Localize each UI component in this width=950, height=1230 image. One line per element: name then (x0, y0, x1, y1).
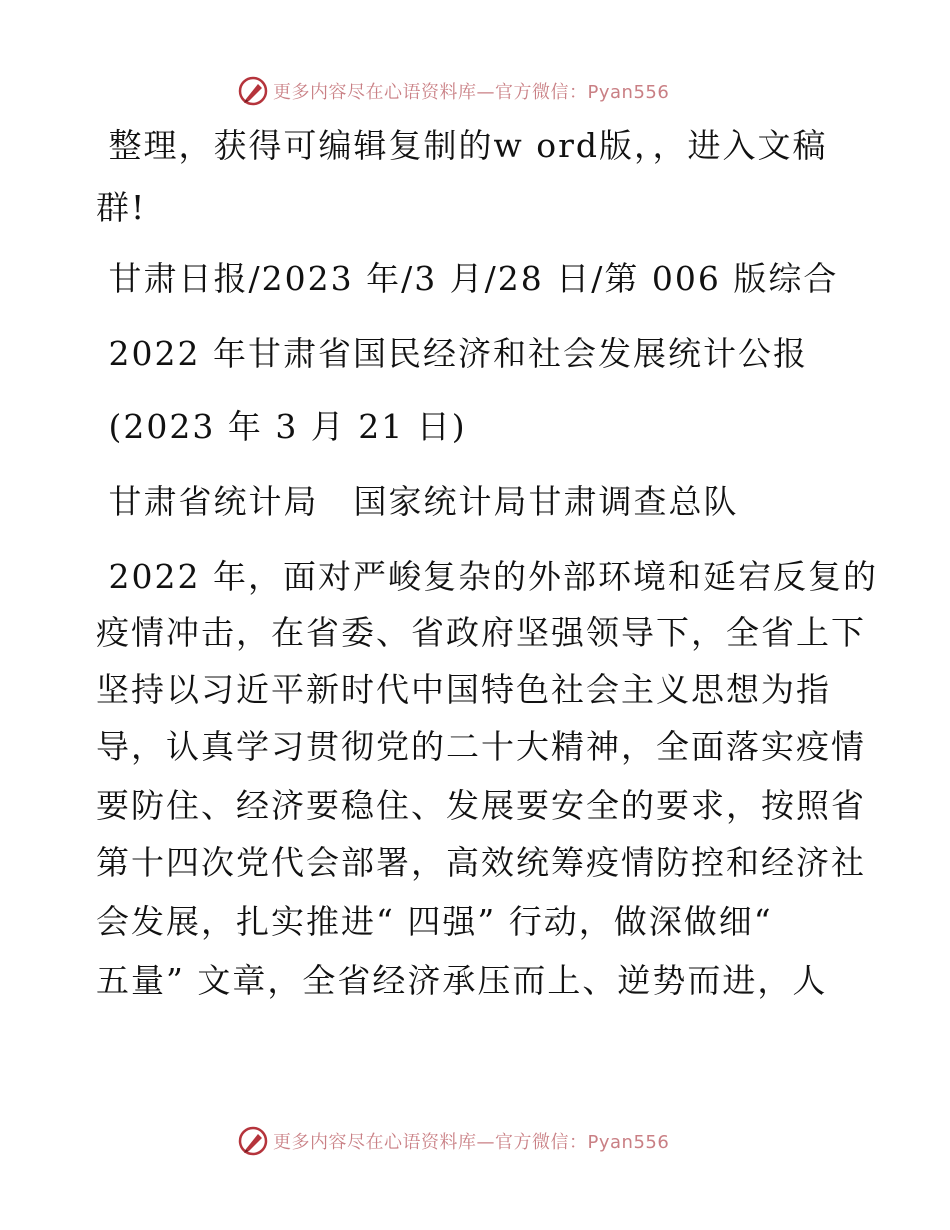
watermark-text: 更多内容尽在心语资料库—官方微信：Pyan556 (273, 1132, 670, 1153)
document-date: (2023 年 3 月 21 日) (96, 407, 467, 446)
paragraph-line-3: 坚持以习近平新时代中国特色社会主义思想为指 (96, 670, 831, 709)
body-line-1: 整理，获得可编辑复制的w ord版，，进入文稿 (96, 126, 828, 165)
paragraph-line-5: 要防住、经济要稳住、发展要安全的要求，按照省 (96, 786, 866, 825)
watermark-text: 更多内容尽在心语资料库—官方微信：Pyan556 (273, 82, 670, 103)
paragraph-line-6: 第十四次党代会部署，高效统筹疫情防控和经济社 (96, 843, 866, 882)
publication-line: 甘肃日报/2023 年/3 月/28 日/第 006 版综合 (96, 259, 839, 298)
pen-logo-icon (237, 1125, 269, 1157)
body-line-2: 群! (96, 188, 147, 227)
paragraph-line-8: 五量” 文章，全省经济承压而上、逆势而进，人 (96, 961, 828, 1000)
header-watermark (237, 74, 669, 108)
paragraph-line-4: 导，认真学习贯彻党的二十大精神，全面落实疫情 (96, 727, 866, 766)
issuing-authority: 甘肃省统计局 国家统计局甘肃调查总队 (96, 482, 739, 521)
document-title: 2022 年甘肃省国民经济和社会发展统计公报 (96, 334, 808, 373)
footer-watermark (237, 1124, 669, 1158)
paragraph-line-2: 疫情冲击，在省委、省政府坚强领导下，全省上下 (96, 613, 866, 652)
paragraph-line-1: 2022 年，面对严峻复杂的外部环境和延宕反复的 (96, 557, 878, 596)
paragraph-line-7: 会发展，扎实推进“ 四强” 行动，做深做细“ (96, 902, 773, 941)
pen-logo-icon (237, 75, 269, 107)
